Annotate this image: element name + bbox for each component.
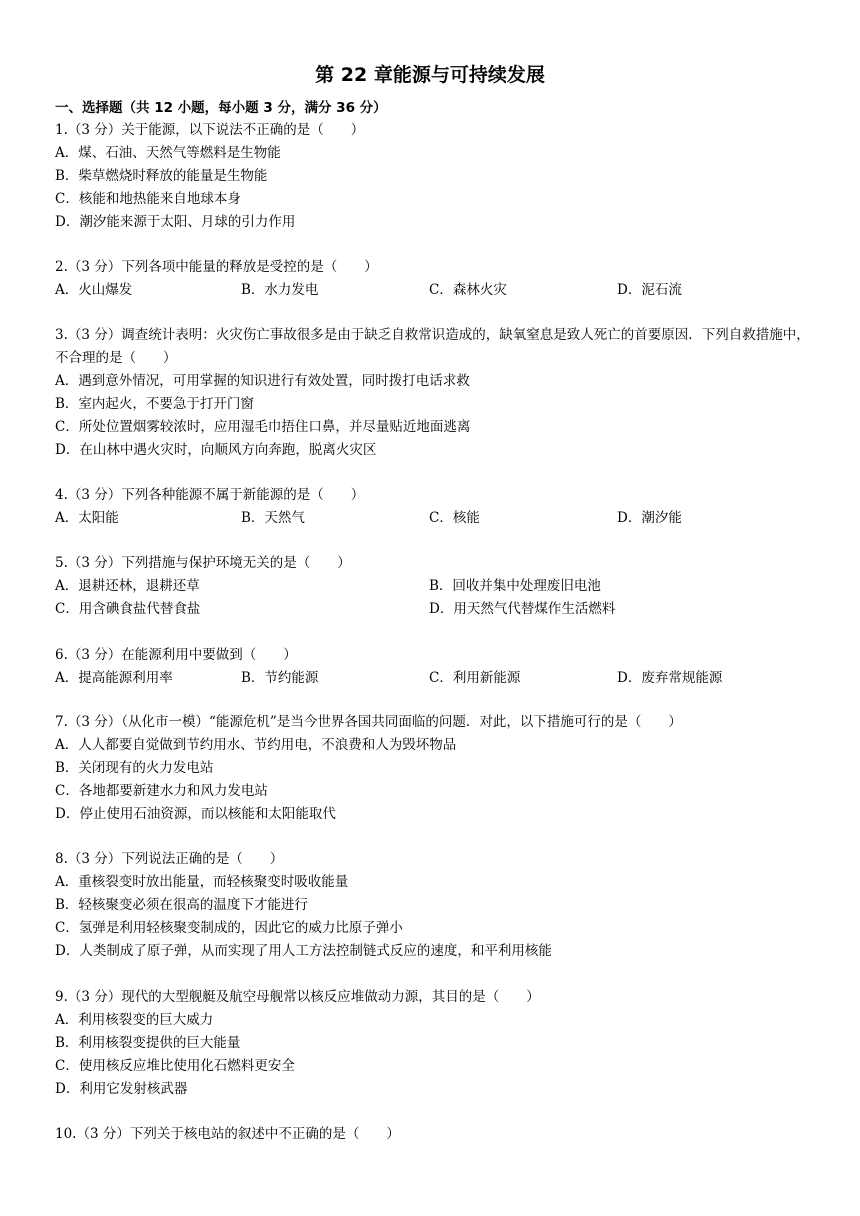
- option-d: D．潮汐能来源于太阳、月球的引力作用: [55, 214, 296, 230]
- option-b: B．关闭现有的火力发电站: [55, 760, 214, 776]
- question-10: [55, 1123, 810, 1146]
- option-b: B．天然气: [241, 510, 305, 526]
- question-stem: 9.（3 分）现代的大型舰艇及航空母舰常以核反应堆做动力源，其目的是（ ）: [55, 989, 540, 1005]
- question-5: [55, 552, 810, 621]
- section-heading: 一、选择题（共 12 小题，每小题 3 分，满分 36 分）: [55, 100, 387, 116]
- option-d: D．用天然气代替煤作生活燃料: [429, 601, 616, 617]
- option-c: C．核能和地热能来自地球本身: [55, 191, 241, 207]
- option-a: A．火山爆发: [55, 282, 133, 298]
- option-a: A．重核裂变时放出能量，而轻核聚变时吸收能量: [55, 874, 349, 890]
- option-d: D．泥石流: [617, 282, 682, 298]
- option-a: A．退耕还林，退耕还草: [55, 578, 200, 594]
- option-c: C．各地都要新建水力和风力发电站: [55, 783, 268, 799]
- option-d: D．废弃常规能源: [617, 670, 723, 686]
- question-stem: 6.（3 分）在能源利用中要做到（ ）: [55, 647, 297, 663]
- question-4: [55, 484, 810, 530]
- option-b: B．节约能源: [241, 670, 319, 686]
- option-d: D．在山林中遇火灾时，向顺风方向奔跑，脱离火灾区: [55, 442, 377, 458]
- option-d: D．潮汐能: [617, 510, 682, 526]
- option-c: C．核能: [429, 510, 480, 526]
- option-a: A．太阳能: [55, 510, 119, 526]
- option-a: A．煤、石油、天然气等燃料是生物能: [55, 145, 281, 161]
- question-6: [55, 644, 810, 690]
- option-d: D．人类制成了原子弹，从而实现了用人工方法控制链式反应的速度，和平利用核能: [55, 943, 552, 959]
- option-c: C．用含碘食盐代替食盐: [55, 601, 201, 617]
- question-2: [55, 256, 810, 302]
- option-d: D．停止使用石油资源，而以核能和太阳能取代: [55, 806, 336, 822]
- question-stem: 8.（3 分）下列说法正确的是（ ）: [55, 851, 284, 867]
- option-a: A．提高能源利用率: [55, 670, 173, 686]
- question-stem: 5.（3 分）下列措施与保护环境无关的是（ ）: [55, 555, 351, 571]
- question-7: [55, 711, 810, 826]
- question-stem: 4.（3 分）下列各种能源不属于新能源的是（ ）: [55, 487, 365, 503]
- option-a: A．人人都要自觉做到节约用水、节约用电，不浪费和人为毁坏物品: [55, 737, 457, 753]
- question-stem: 10.（3 分）下列关于核电站的叙述中不正确的是（ ）: [55, 1126, 400, 1142]
- option-c: C．利用新能源: [429, 670, 521, 686]
- option-a: A．利用核裂变的巨大威力: [55, 1012, 214, 1028]
- question-stem: 1.（3 分）关于能源，以下说法不正确的是（ ）: [55, 122, 365, 138]
- question-stem: 3.（3 分）调查统计表明：火灾伤亡事故很多是由于缺乏自救常识造成的，缺氧窒息是致人死亡的首要原因．下列自救措施中，不合理的是（ ）: [55, 327, 810, 366]
- page-title: 第 22 章能源与可持续发展: [315, 64, 545, 86]
- option-b: B．轻核聚变必须在很高的温度下才能进行: [55, 897, 308, 913]
- question-9: [55, 986, 810, 1101]
- option-c: C．森林火灾: [429, 282, 507, 298]
- option-c: C．使用核反应堆比使用化石燃料更安全: [55, 1058, 295, 1074]
- option-b: B．回收并集中处理废旧电池: [429, 578, 601, 594]
- option-c: C．所处位置烟雾较浓时，应用湿毛巾捂住口鼻，并尽量贴近地面逃离: [55, 419, 471, 435]
- option-b: B．柴草燃烧时释放的能量是生物能: [55, 168, 268, 184]
- option-a: A．遇到意外情况，可用掌握的知识进行有效处置，同时拨打电话求救: [55, 373, 470, 389]
- option-c: C．氢弹是利用轻核聚变制成的，因此它的威力比原子弹小: [55, 920, 403, 936]
- option-d: D．利用它发射核武器: [55, 1081, 188, 1097]
- question-8: [55, 848, 810, 963]
- question-stem: 7.（3 分）（从化市一模）“能源危机”是当今世界各国共同面临的问题．对此，以下措施可行的是（ ）: [55, 714, 682, 730]
- question-3: [55, 324, 810, 462]
- option-b: B．利用核裂变提供的巨大能量: [55, 1035, 241, 1051]
- option-b: B．水力发电: [241, 282, 319, 298]
- question-1: [55, 119, 810, 234]
- option-b: B．室内起火，不要急于打开门窗: [55, 396, 254, 412]
- question-stem: 2.（3 分）下列各项中能量的释放是受控的是（ ）: [55, 259, 378, 275]
